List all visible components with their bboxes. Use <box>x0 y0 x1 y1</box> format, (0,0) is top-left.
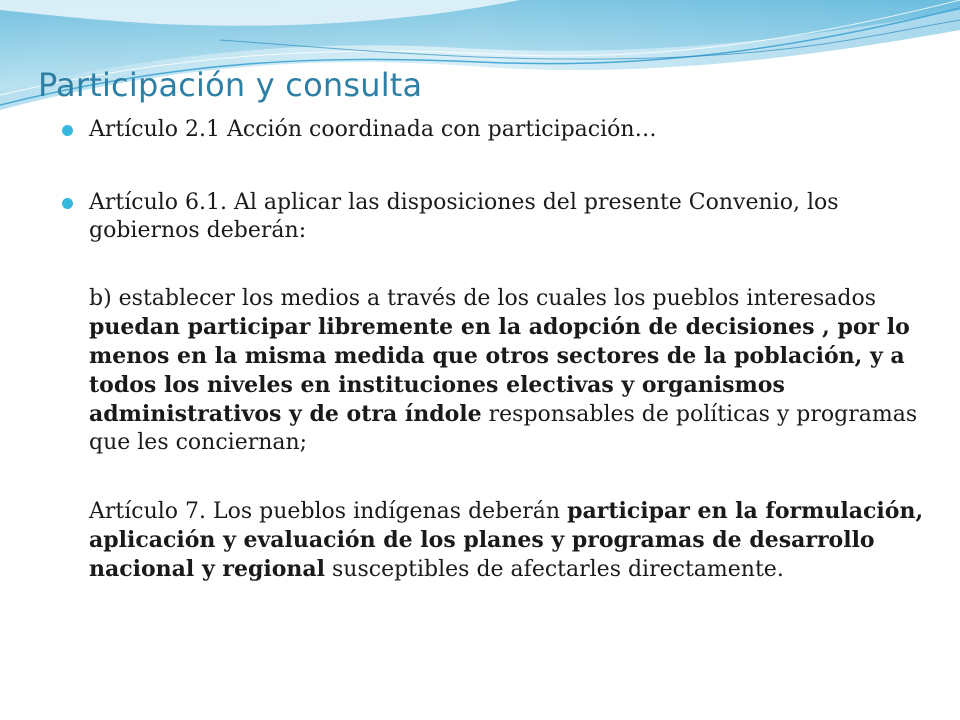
header-wave-decoration <box>0 0 960 130</box>
bullet-text: Artículo 2.1 Acción coordinada con participación… <box>89 117 657 142</box>
page-title: Participación y consulta <box>38 66 423 104</box>
article-7-bold: participar en la formulación, aplicación y evaluación de los planes y programas de desarrollo nacional y regional <box>89 498 924 582</box>
bullet-icon <box>62 125 73 136</box>
paragraph-b-text-end: responsables de políticas y programas que les conciernan; <box>89 402 918 455</box>
bullet-text: Artículo 6.1. Al aplicar las disposiciones del presente Convenio, los gobiernos deberán: <box>89 190 839 243</box>
paragraph-article-7 <box>62 497 942 584</box>
paragraph-b <box>62 285 942 457</box>
bullet-icon <box>62 198 73 209</box>
paragraph-b-text-start: b) establecer los medios a través de los cuales los pueblos interesados <box>89 286 877 311</box>
paragraph-b-bold: puedan participar libremente en la adopción de decisiones , por lo menos en la misma medida que otros sectores de la población, y a todos los niveles en instituciones electivas y organismos administrativos y de otra índole <box>89 314 910 427</box>
article-7-text-start: Artículo 7. Los pueblos indígenas deberán <box>89 499 568 524</box>
bullet-item <box>62 116 942 144</box>
article-7-text-end: susceptibles de afectarles directamente. <box>325 557 784 582</box>
bullet-item <box>62 189 942 245</box>
slide-content <box>62 116 942 584</box>
